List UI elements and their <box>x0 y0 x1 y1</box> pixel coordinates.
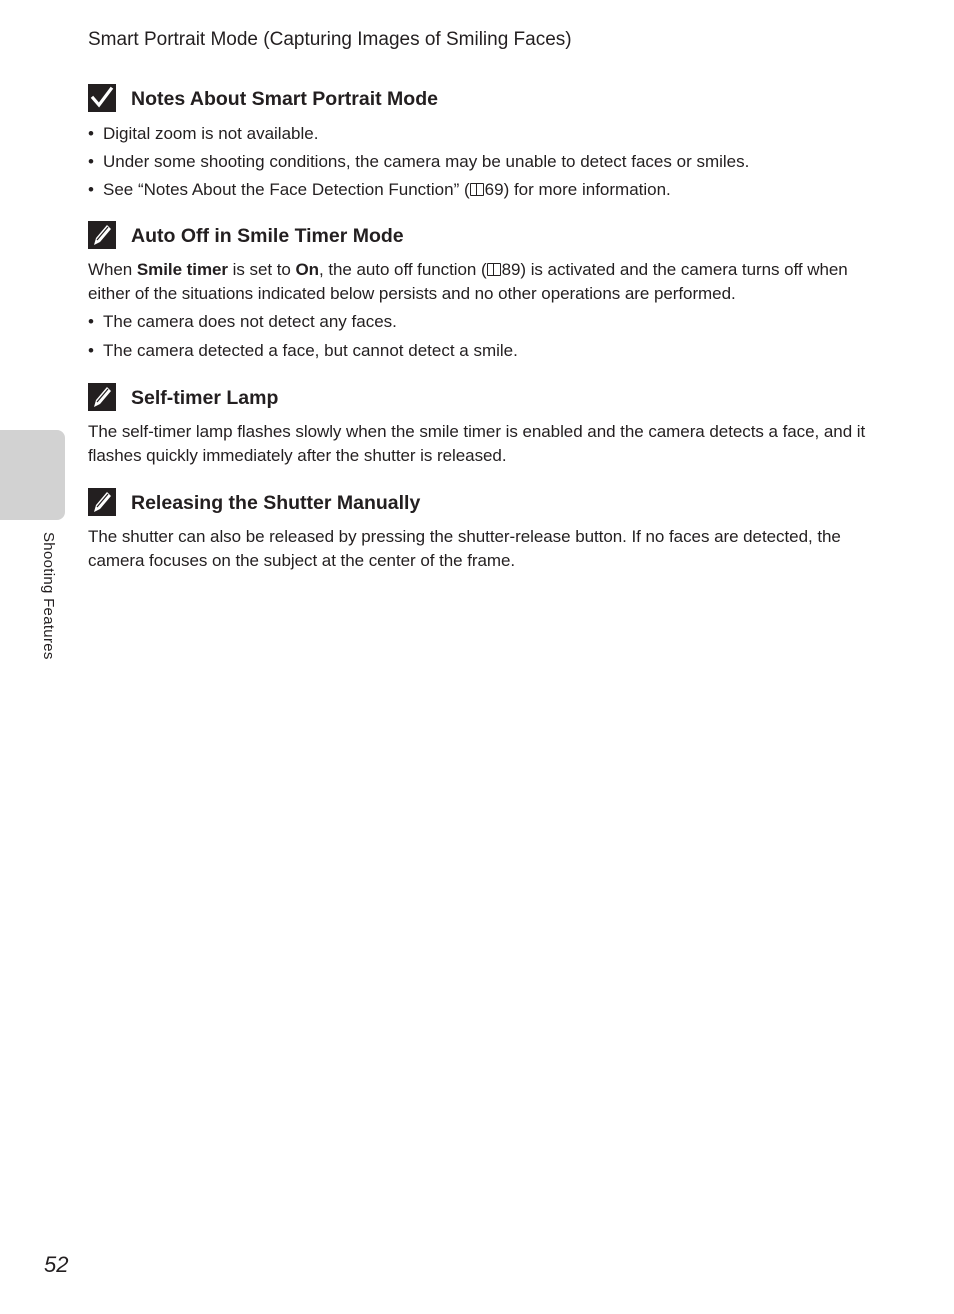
section-heading <box>88 221 868 251</box>
list-item: • See “Notes About the Face Detection Function” ( 69) for more information. <box>88 180 671 199</box>
list-item: • The camera detected a face, but cannot detect a smile. <box>88 341 518 360</box>
section-title: Auto Off in Smile Timer Mode <box>131 225 404 247</box>
note-pencil-icon <box>88 221 116 249</box>
paragraph: The self-timer lamp flashes slowly when the smile timer is enabled and the camera detects a face, and it flashes quickly immediately after the shutter is released. <box>88 422 866 465</box>
section-title: Notes About Smart Portrait Mode <box>131 88 438 110</box>
side-tab <box>0 430 65 520</box>
caution-checkmark-icon <box>88 84 116 112</box>
running-head: Smart Portrait Mode (Capturing Images of Smiling Faces) <box>88 29 572 50</box>
section-heading <box>88 84 868 114</box>
bullet-list <box>88 310 868 363</box>
list-item: • Under some shooting conditions, the camera may be unable to detect faces or smiles. <box>88 152 750 171</box>
paragraph: When Smile timer is set to On, the auto off function ( 89) is activated and the camera turns off when either of the situations indicated below persists and no other operations are performed. <box>88 260 848 303</box>
page-reference: 69 <box>484 180 504 199</box>
section-auto-off <box>88 221 868 367</box>
setting-name: Smile timer <box>136 260 228 279</box>
note-pencil-icon <box>88 383 116 411</box>
page-number: 52 <box>44 1252 69 1277</box>
section-notes-smart-portrait <box>88 84 868 206</box>
list-item: • The camera does not detect any faces. <box>88 312 397 331</box>
book-reference-icon <box>487 263 501 276</box>
setting-value: On <box>295 260 319 279</box>
book-reference-icon <box>470 183 484 196</box>
section-self-timer-lamp <box>88 383 868 468</box>
list-item: • Digital zoom is not available. <box>88 124 319 143</box>
section-heading <box>88 383 868 413</box>
bullet-list <box>88 122 868 202</box>
side-tab-label: Shooting Features <box>40 532 57 660</box>
page-reference: 89 <box>501 260 521 279</box>
section-releasing-shutter <box>88 488 868 573</box>
section-heading <box>88 488 868 518</box>
section-title: Self-timer Lamp <box>131 387 279 409</box>
paragraph: The shutter can also be released by pressing the shutter-release button. If no faces are detected, the camera focuses on the subject at the center of the frame. <box>88 527 841 570</box>
section-title: Releasing the Shutter Manually <box>131 492 421 514</box>
note-pencil-icon <box>88 488 116 516</box>
